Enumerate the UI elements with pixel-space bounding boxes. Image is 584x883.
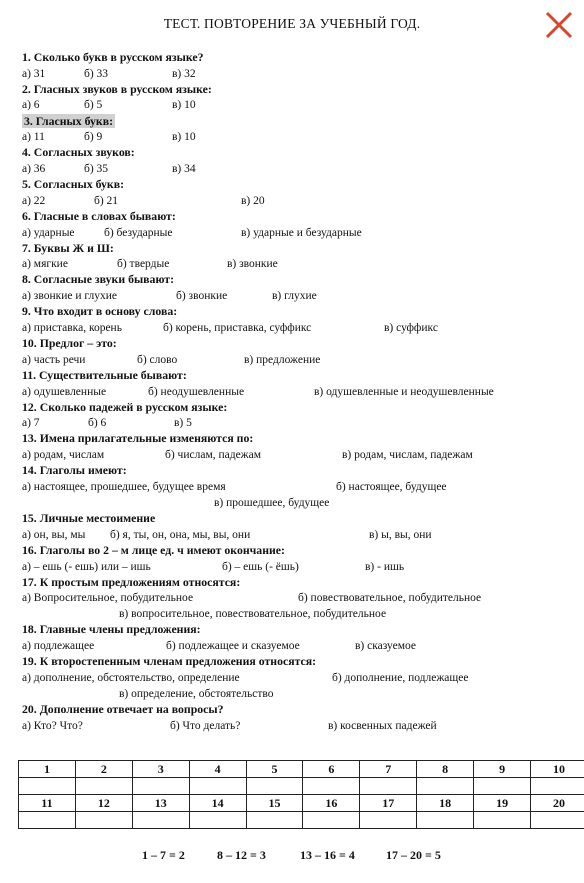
close-icon[interactable]: [544, 10, 574, 40]
answer-option[interactable]: б) слово: [137, 353, 178, 366]
answer-option[interactable]: а) настоящее, прошедшее, будущее время: [22, 480, 226, 493]
answer-cell[interactable]: [132, 778, 189, 795]
answer-cell[interactable]: [303, 812, 360, 829]
answer-cell[interactable]: [360, 778, 417, 795]
question-text: [22, 241, 570, 257]
answer-option[interactable]: в) 32: [172, 67, 196, 80]
question-number-cell: 1: [19, 761, 76, 778]
question-item: [22, 543, 570, 575]
answer-option[interactable]: а) родам, числам: [22, 449, 105, 462]
answer-options: [22, 590, 570, 606]
answer-option[interactable]: а) мягкие: [22, 258, 68, 271]
question-text: [22, 336, 570, 352]
question-label: 19. К второстепенным членам предложения относятся:: [22, 654, 317, 669]
answer-cell[interactable]: [246, 778, 303, 795]
answer-cell[interactable]: [189, 812, 246, 829]
answer-options: [22, 527, 570, 543]
question-label: 18. Главные члены предложения:: [22, 622, 201, 637]
answer-cell[interactable]: [417, 812, 474, 829]
question-item: [22, 400, 570, 432]
answer-option[interactable]: в) 5: [174, 417, 192, 430]
answer-option[interactable]: б) 6: [88, 417, 107, 430]
answer-option[interactable]: б) Что делать?: [170, 719, 241, 732]
question-item: [22, 336, 570, 368]
question-label: 11. Существительные бывают:: [22, 367, 187, 382]
answer-options: [22, 447, 570, 463]
question-text: [22, 702, 570, 718]
question-label: 20. Дополнение отвечает на вопросы?: [22, 702, 224, 717]
answer-option[interactable]: в) косвенных падежей: [328, 719, 437, 732]
answer-table-input-row-2[interactable]: [19, 812, 584, 829]
answer-option[interactable]: а) часть речи: [22, 353, 86, 366]
answer-options: [22, 352, 570, 368]
answer-option[interactable]: в) одушевленные и неодушевленные: [314, 385, 494, 398]
question-item: [22, 654, 570, 702]
answer-cell[interactable]: [360, 812, 417, 829]
answer-option[interactable]: б) я, ты, он, она, мы, вы, они: [110, 528, 251, 541]
question-label: 9. Что входит в основу слова:: [22, 304, 178, 319]
answer-option[interactable]: а) он, вы, мы: [22, 528, 86, 541]
question-label: 10. Предлог – это:: [22, 336, 117, 351]
answer-option[interactable]: б) повествовательное, побудительное: [298, 592, 482, 605]
answer-option[interactable]: а) 7: [22, 417, 40, 430]
answer-option[interactable]: б) корень, приставка, суффикс: [163, 321, 312, 334]
question-label: 4. Согласных звуков:: [22, 145, 135, 160]
answer-cell[interactable]: [75, 778, 132, 795]
answer-options: [22, 606, 570, 622]
answer-option[interactable]: в) ударные и безударные: [241, 226, 362, 239]
answer-options: [22, 66, 570, 82]
answer-option[interactable]: б) звонкие: [176, 290, 228, 303]
answer-option[interactable]: в) ы, вы, они: [369, 528, 432, 541]
question-item: [22, 622, 570, 654]
answer-cell[interactable]: [531, 778, 584, 795]
question-text: [22, 511, 570, 527]
question-text: [22, 177, 570, 193]
answer-option[interactable]: б) дополнение, подлежащее: [332, 671, 469, 684]
question-label: 14. Глаголы имеют:: [22, 463, 127, 478]
answer-option[interactable]: а) подлежащее: [22, 640, 95, 653]
answer-option[interactable]: в) предложение: [244, 353, 321, 366]
answer-option[interactable]: в) вопросительное, повествовательное, побудительное: [119, 608, 387, 621]
question-item: [22, 177, 570, 209]
question-label: 6. Гласные в словах бывают:: [22, 208, 176, 223]
question-label: 17. К простым предложениям относятся:: [22, 574, 241, 589]
question-number-cell: 11: [19, 795, 76, 812]
answer-option[interactable]: б) безударные: [104, 226, 173, 239]
answer-options: [22, 129, 570, 145]
question-item: [22, 50, 570, 82]
question-item: [22, 511, 570, 543]
question-text: [22, 463, 570, 479]
grade-item: 13 – 16 = 4: [300, 848, 355, 862]
answer-options: [22, 288, 570, 304]
answer-option[interactable]: б) 21: [94, 194, 119, 207]
question-item: [22, 272, 570, 304]
question-item: [22, 702, 570, 734]
question-label: 1. Сколько букв в русском языке?: [22, 50, 204, 64]
question-item: [22, 82, 570, 114]
answer-cell[interactable]: [132, 812, 189, 829]
question-number-cell: 10: [531, 761, 584, 778]
question-number-cell: 9: [474, 761, 531, 778]
question-label: 16. Глаголы во 2 – м лице ед. ч имеют окончание:: [22, 542, 285, 557]
question-text: [22, 82, 570, 98]
question-item: [22, 368, 570, 400]
answer-option[interactable]: а) дополнение, обстоятельство, определение: [22, 671, 240, 684]
question-text: [22, 543, 570, 559]
question-item: [22, 575, 570, 623]
question-text: [22, 431, 570, 447]
page-title: ТЕСТ. ПОВТОРЕНИЕ ЗА УЧЕБНЫЙ ГОД.: [163, 16, 421, 31]
answer-option[interactable]: а) Кто? Что?: [22, 719, 83, 732]
question-number-cell: 4: [189, 761, 246, 778]
answer-option[interactable]: в) суффикс: [384, 321, 438, 334]
question-text: [22, 368, 570, 384]
answer-options: [22, 718, 570, 734]
answer-option[interactable]: в) определение, обстоятельство: [119, 688, 274, 701]
question-text: [22, 400, 570, 416]
question-label: 12. Сколько падежей в русском языке:: [22, 399, 228, 414]
answer-option[interactable]: б) 35: [84, 163, 109, 176]
answer-cell[interactable]: [531, 812, 584, 829]
question-number-cell: 2: [75, 761, 132, 778]
answer-option[interactable]: а) 6: [22, 99, 40, 112]
answer-option[interactable]: б) твердые: [117, 258, 170, 271]
answer-options: [22, 686, 570, 702]
grade-item: 17 – 20 = 5: [386, 848, 441, 862]
question-label: 3. Гласных букв:: [24, 113, 114, 128]
question-label: 13. Имена прилагательные изменяются по:: [22, 431, 254, 446]
answer-options: [22, 415, 570, 431]
answer-cell[interactable]: [246, 812, 303, 829]
answer-cell[interactable]: [417, 778, 474, 795]
answer-options: [22, 479, 570, 495]
answer-options: [22, 193, 570, 209]
question-label: 15. Личные местоимение: [22, 511, 156, 526]
question-text: [22, 622, 570, 638]
question-number-cell: 16: [303, 795, 360, 812]
question-number-cell: 7: [360, 761, 417, 778]
question-item: [22, 209, 570, 241]
question-item: [22, 241, 570, 273]
answer-cell[interactable]: [189, 778, 246, 795]
answer-cell[interactable]: [474, 812, 531, 829]
question-number-cell: 19: [474, 795, 531, 812]
question-number-cell: 5: [246, 761, 303, 778]
question-label: 5. Согласных букв:: [22, 177, 125, 192]
question-number-cell: 17: [360, 795, 417, 812]
answer-option[interactable]: б) 33: [84, 67, 109, 80]
answer-option[interactable]: в) звонкие: [227, 258, 278, 271]
answer-options: [22, 225, 570, 241]
answer-option[interactable]: в) 20: [241, 194, 265, 207]
question-text: [22, 114, 570, 130]
question-number-cell: 6: [303, 761, 360, 778]
answer-cell[interactable]: [19, 778, 76, 795]
answer-option[interactable]: б) 9: [84, 131, 103, 144]
question-number-cell: 18: [417, 795, 474, 812]
answer-cell[interactable]: [474, 778, 531, 795]
question-item: [22, 304, 570, 336]
answer-table-header-row-2: [19, 795, 584, 812]
answer-options: [22, 638, 570, 654]
answer-options: [22, 384, 570, 400]
question-text: [22, 272, 570, 288]
answer-option[interactable]: а) 31: [22, 67, 46, 80]
answer-option[interactable]: в) 10: [172, 99, 196, 112]
answer-option[interactable]: в) прошедшее, будущее: [214, 496, 330, 509]
question-item: [22, 145, 570, 177]
answer-options: [22, 256, 570, 272]
question-item: [22, 114, 570, 146]
answer-options: [22, 320, 570, 336]
answer-option[interactable]: б) настоящее, будущее: [336, 480, 447, 493]
question-label: 8. Согласные звуки бывают:: [22, 272, 175, 287]
answer-cell[interactable]: [75, 812, 132, 829]
answer-table-input-row-1[interactable]: [19, 778, 584, 795]
question-number-cell: 20: [531, 795, 584, 812]
answer-cell[interactable]: [19, 812, 76, 829]
question-number-cell: 14: [189, 795, 246, 812]
question-text: [22, 145, 570, 161]
answer-option[interactable]: в) родам, числам, падежам: [342, 449, 473, 462]
question-text: [22, 50, 570, 66]
answer-options: [22, 559, 570, 575]
answer-options: [22, 97, 570, 113]
answer-options: [22, 161, 570, 177]
answer-option[interactable]: б) подлежащее и сказуемое: [166, 640, 300, 653]
grade-item: 8 – 12 = 3: [217, 848, 266, 862]
answer-option[interactable]: б) неодушевленные: [148, 385, 245, 398]
answer-option[interactable]: б) числам, падежам: [165, 449, 262, 462]
question-text: [22, 654, 570, 670]
answer-option[interactable]: а) 11: [22, 131, 45, 144]
answer-cell[interactable]: [303, 778, 360, 795]
question-label: 7. Буквы Ж и Ш:: [22, 240, 114, 255]
answer-option[interactable]: а) ударные: [22, 226, 75, 239]
question-item: [22, 431, 570, 463]
question-number-cell: 13: [132, 795, 189, 812]
answer-option[interactable]: а) звонкие и глухие: [22, 290, 117, 303]
question-number-cell: 8: [417, 761, 474, 778]
answer-option[interactable]: б) – ешь (- ёшь): [222, 560, 299, 573]
answer-option[interactable]: а) одушевленные: [22, 385, 107, 398]
answer-option[interactable]: в) 34: [172, 163, 196, 176]
answer-option[interactable]: в) - ишь: [365, 560, 405, 573]
answer-option[interactable]: а) 22: [22, 194, 46, 207]
answer-table-header-row-1: [19, 761, 584, 778]
question-text: [22, 304, 570, 320]
answer-table: [18, 760, 584, 829]
answer-option[interactable]: в) 10: [172, 131, 196, 144]
question-list: [22, 50, 570, 734]
answer-option[interactable]: в) глухие: [272, 290, 317, 303]
answer-option[interactable]: в) сказуемое: [355, 640, 417, 653]
question-text: [22, 209, 570, 225]
answer-options: [22, 495, 570, 511]
question-text: [22, 575, 570, 591]
question-number-cell: 15: [246, 795, 303, 812]
grade-item: 1 – 7 = 2: [142, 848, 185, 862]
answer-option[interactable]: а) – ешь (- ешь) или – ишь: [22, 560, 151, 573]
question-number-cell: 3: [132, 761, 189, 778]
answer-options: [22, 670, 570, 686]
question-label: 2. Гласных звуков в русском языке:: [22, 81, 212, 96]
question-number-cell: 12: [75, 795, 132, 812]
answer-option[interactable]: а) Вопросительное, побудительное: [22, 592, 194, 605]
answer-option[interactable]: б) 5: [84, 99, 103, 112]
answer-option[interactable]: а) приставка, корень: [22, 321, 122, 334]
answer-option[interactable]: а) 36: [22, 163, 46, 176]
question-item: [22, 463, 570, 511]
